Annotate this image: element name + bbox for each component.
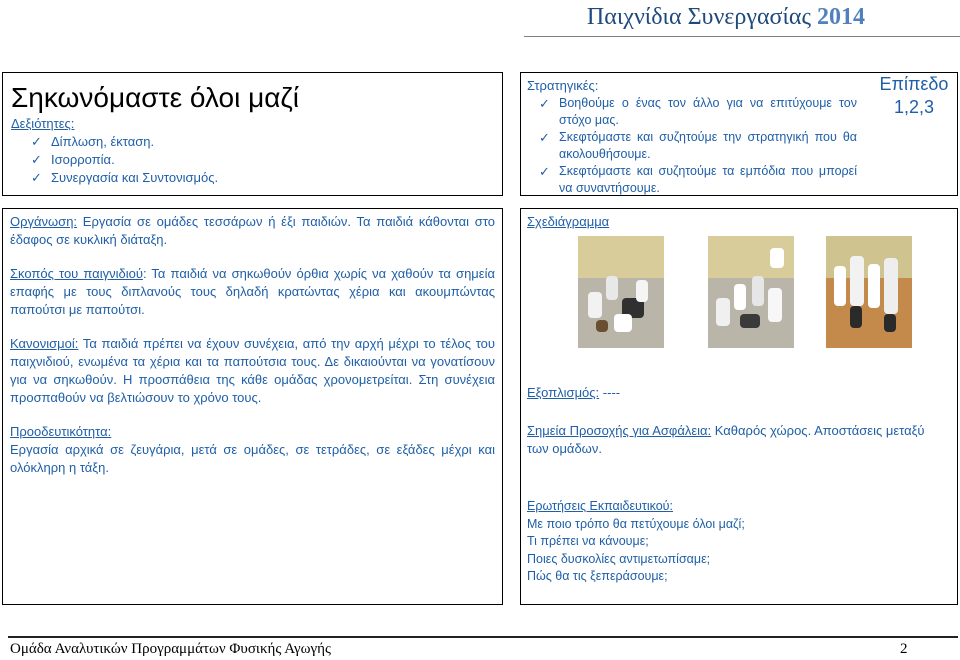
strategy-item: ✓ Σκεφτόμαστε και συζητούμε την στρατηγική που θα ακολουθήσουμε. [539,130,857,161]
rules-text: Τα παιδιά πρέπει να έχουν συνέχεια, από την αρχή μέχρι το τέλος του παιχνιδιού, ενωμένα τα χέρια και τα παπούτσια τους. Δε δικαιούνται να γονατίσουν για να σηκωθούν. Η προσπάθεια της κάθε ομάδας χρονομετρείται. Στη συνέχεια προσπαθούν να βελτιώσουν το χρόνο τους. [10,336,495,405]
page-number: 2 [900,641,908,657]
header-divider [524,36,960,37]
strategies-label: Στρατηγικές: [527,78,599,93]
question-item: Πώς θα τις ξεπεράσουμε; [527,569,668,583]
equipment-value: ---- [599,385,621,400]
checkmark-icon: ✓ [31,134,42,149]
question-item: Τι πρέπει να κάνουμε; [527,534,649,548]
strategies-box [520,72,958,196]
strategy-item: ✓ Βοηθούμε ο ένας τον άλλο για να επιτύχουμε τον στόχο μας. [539,96,857,127]
main-description-box [2,208,503,605]
skill-item: ✓ Συνεργασία και Συντονισμός. [31,170,219,185]
checkmark-icon: ✓ [31,152,42,167]
title-box [2,72,503,196]
checkmark-icon: ✓ [539,96,550,111]
checkmark-icon: ✓ [31,170,42,185]
strategies-list [537,95,857,197]
goal-paragraph [10,265,495,319]
header-year: 2014 [817,4,865,30]
activity-photo-2 [708,236,794,348]
activity-title: Σηκωνόμαστε όλοι μαζί [11,82,299,113]
skill-item: ✓ Ισορροπία. [31,152,115,167]
activity-photo-3 [826,236,912,348]
organization-paragraph [10,213,495,249]
goal-label: Σκοπός του παιγνιδιού [10,266,143,281]
safety-label: Σημεία Προσοχής για Ασφάλεια: [527,423,712,438]
organization-text: Εργασία σε ομάδες τεσσάρων ή έξι παιδιών. Τα παιδιά κάθονται στο έδαφος σε κυκλική διάταξη. [10,214,495,247]
strategy-item: ✓ Σκεφτόμαστε και συζητούμε τα εμπόδια που μπορεί να συναντήσουμε. [539,164,857,195]
organization-label: Οργάνωση: [10,214,78,229]
progression-text: Εργασία αρχικά σε ζευγάρια, μετά σε ομάδες, σε τετράδες, σε εξάδες μέχρι και ολόκληρη η τάξη. [10,442,495,475]
footer-divider [8,636,958,638]
skills-list [29,133,494,187]
level-value: 1,2,3 [893,97,935,117]
equipment-line [527,384,947,402]
safety-text: Καθαρός χώρος. Αποστάσεις μεταξύ των ομάδων. [527,423,925,456]
page-header [560,4,865,31]
activity-photo-1 [578,236,664,348]
questions-block [527,498,947,586]
skills-label: Δεξιότητες: [11,116,75,131]
level-block [871,73,957,119]
safety-paragraph [527,422,935,458]
level-label: Επίπεδο [879,74,949,94]
skill-item: ✓ Δίπλωση, έκταση. [31,134,155,149]
checkmark-icon: ✓ [539,164,550,179]
questions-label: Ερωτήσεις Εκπαιδευτικού: [527,499,673,513]
question-item: Με ποιο τρόπο θα πετύχουμε όλοι μαζί; [527,516,745,531]
progression-label: Προοδευτικότητα: [10,424,112,439]
diagram-label: Σχεδιάγραμμα [527,214,610,229]
checkmark-icon: ✓ [539,130,550,145]
goal-text: : Τα παιδιά να σηκωθούν όρθια χωρίς να χαθούν τα σημεία επαφής με τους διπλανούς τους δηλαδή κρατώντας χέρια και ακουμπώντας παπούτσι με παπούτσι. [10,266,495,317]
rules-paragraph [10,335,495,407]
rules-label: Κανονισμοί: [10,336,79,351]
equipment-label: Εξοπλισμός: [527,385,600,400]
header-title: Παιχνίδια Συνεργασίας [586,4,811,30]
footer-org-name: Ομάδα Αναλυτικών Προγραμμάτων Φυσικής Αγωγής [10,641,331,657]
question-item: Ποιες δυσκολίες αντιμετωπίσαμε; [527,551,711,566]
